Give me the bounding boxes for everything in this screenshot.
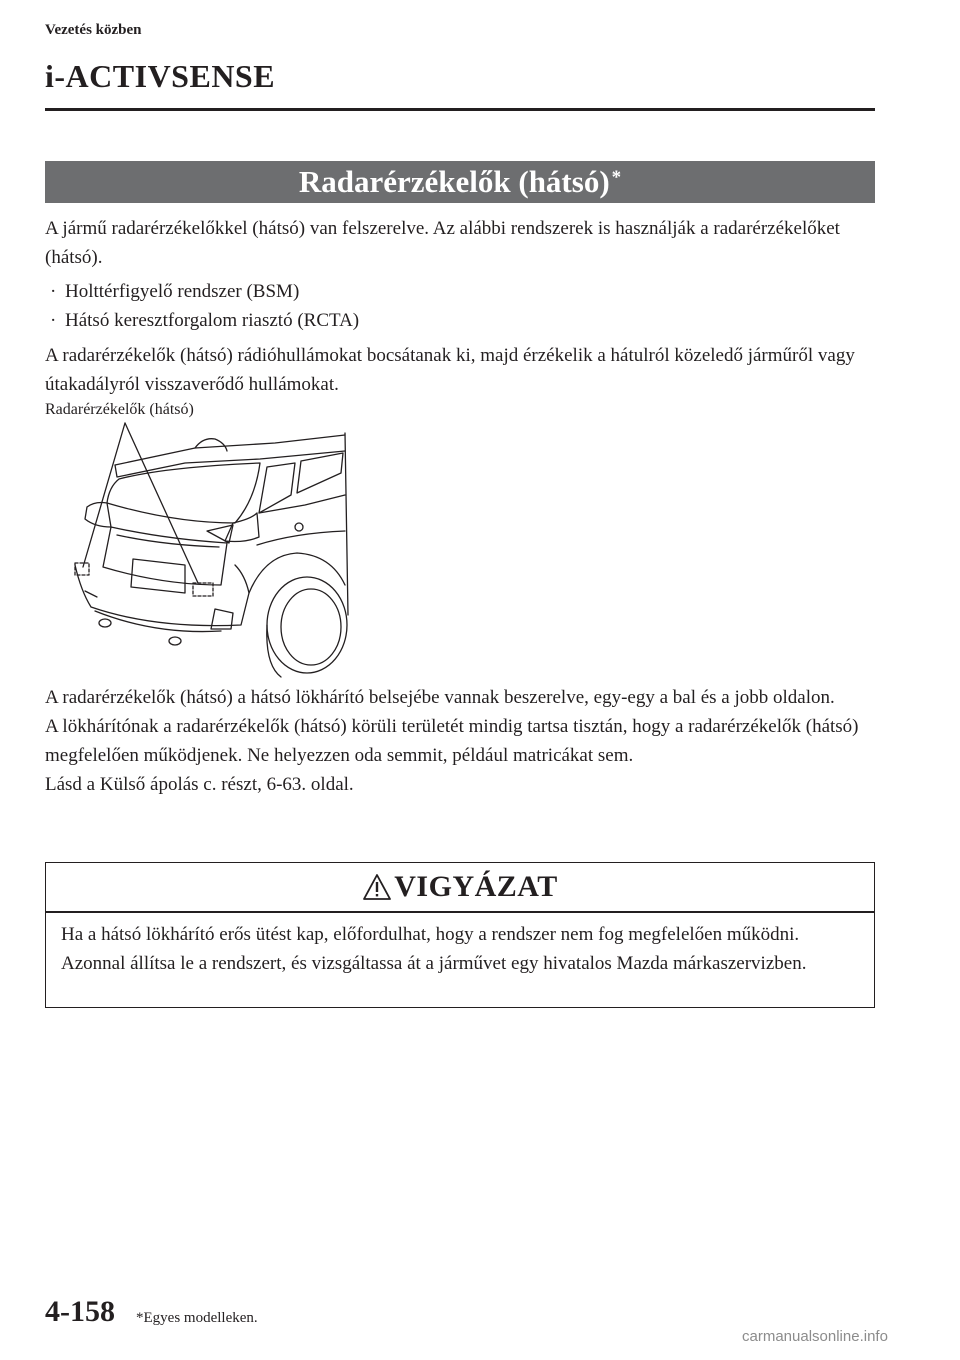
bullet-text: Holttérfigyelő rendszer (BSM) xyxy=(65,281,300,302)
caution-text: Ha a hátsó lökhárító erős ütést kap, előfordulhat, hogy a rendszer nem fog megfelelően működni. Azonnal állítsa le a rendszert, és vizsgáltassa át a járművet egy hivatalos Mazda márkaszervizben. xyxy=(61,924,807,974)
header-rule xyxy=(45,108,875,111)
bullet-item xyxy=(50,281,299,303)
reference-text: Lásd a Külső ápolás c. részt, 6-63. oldal. xyxy=(45,774,354,795)
topic-banner xyxy=(45,161,875,203)
bullet-item xyxy=(50,310,359,332)
maintenance-text: A lökhárítónak a radarérzékelők (hátsó) körüli területét mindig tartsa tisztán, hogy a radarérzékelők (hátsó) megfelelően működjenek. Ne helyezzen oda semmit, például matricákat sem. xyxy=(45,716,859,766)
footnote: *Egyes modelleken. xyxy=(136,1310,258,1326)
intro-paragraph: A jármű radarérzékelőkkel (hátsó) van felszerelve. Az alábbi rendszerek is használják a radarérzékelőket (hátsó). xyxy=(45,218,840,268)
installation-text: A radarérzékelők (hátsó) a hátsó lökhárító belsejébe vannak beszerelve, egy-egy a bal és a jobb oldalon. xyxy=(45,687,835,708)
bullet-symbol: · xyxy=(50,310,57,331)
caution-divider xyxy=(46,911,874,913)
bullet-text: Hátsó keresztforgalom riasztó (RCTA) xyxy=(65,310,360,331)
bullet-symbol: · xyxy=(50,281,57,302)
banner-title: Radarérzékelők (hátsó) xyxy=(298,164,610,199)
chapter-title: Vezetés közben xyxy=(45,22,142,38)
warning-triangle-icon xyxy=(362,873,392,901)
page-number: 4-158 xyxy=(45,1295,115,1328)
figure-label: Radarérzékelők (hátsó) xyxy=(45,401,194,418)
description-paragraph: A radarérzékelők (hátsó) rádióhullámokat bocsátanak ki, majd érzékelik a hátulról közeledő járműről vagy útakadályról visszaverődő hullámokat. xyxy=(45,345,855,395)
caution-box xyxy=(45,862,875,1008)
banner-marker: * xyxy=(611,167,622,188)
caution-title: VIGYÁZAT xyxy=(394,870,558,903)
watermark: carmanualsonline.info xyxy=(742,1328,888,1345)
rear-car-illustration xyxy=(45,415,365,680)
caution-header xyxy=(46,863,874,911)
section-title: i-ACTIVSENSE xyxy=(45,58,276,94)
installation-paragraph xyxy=(45,683,875,799)
